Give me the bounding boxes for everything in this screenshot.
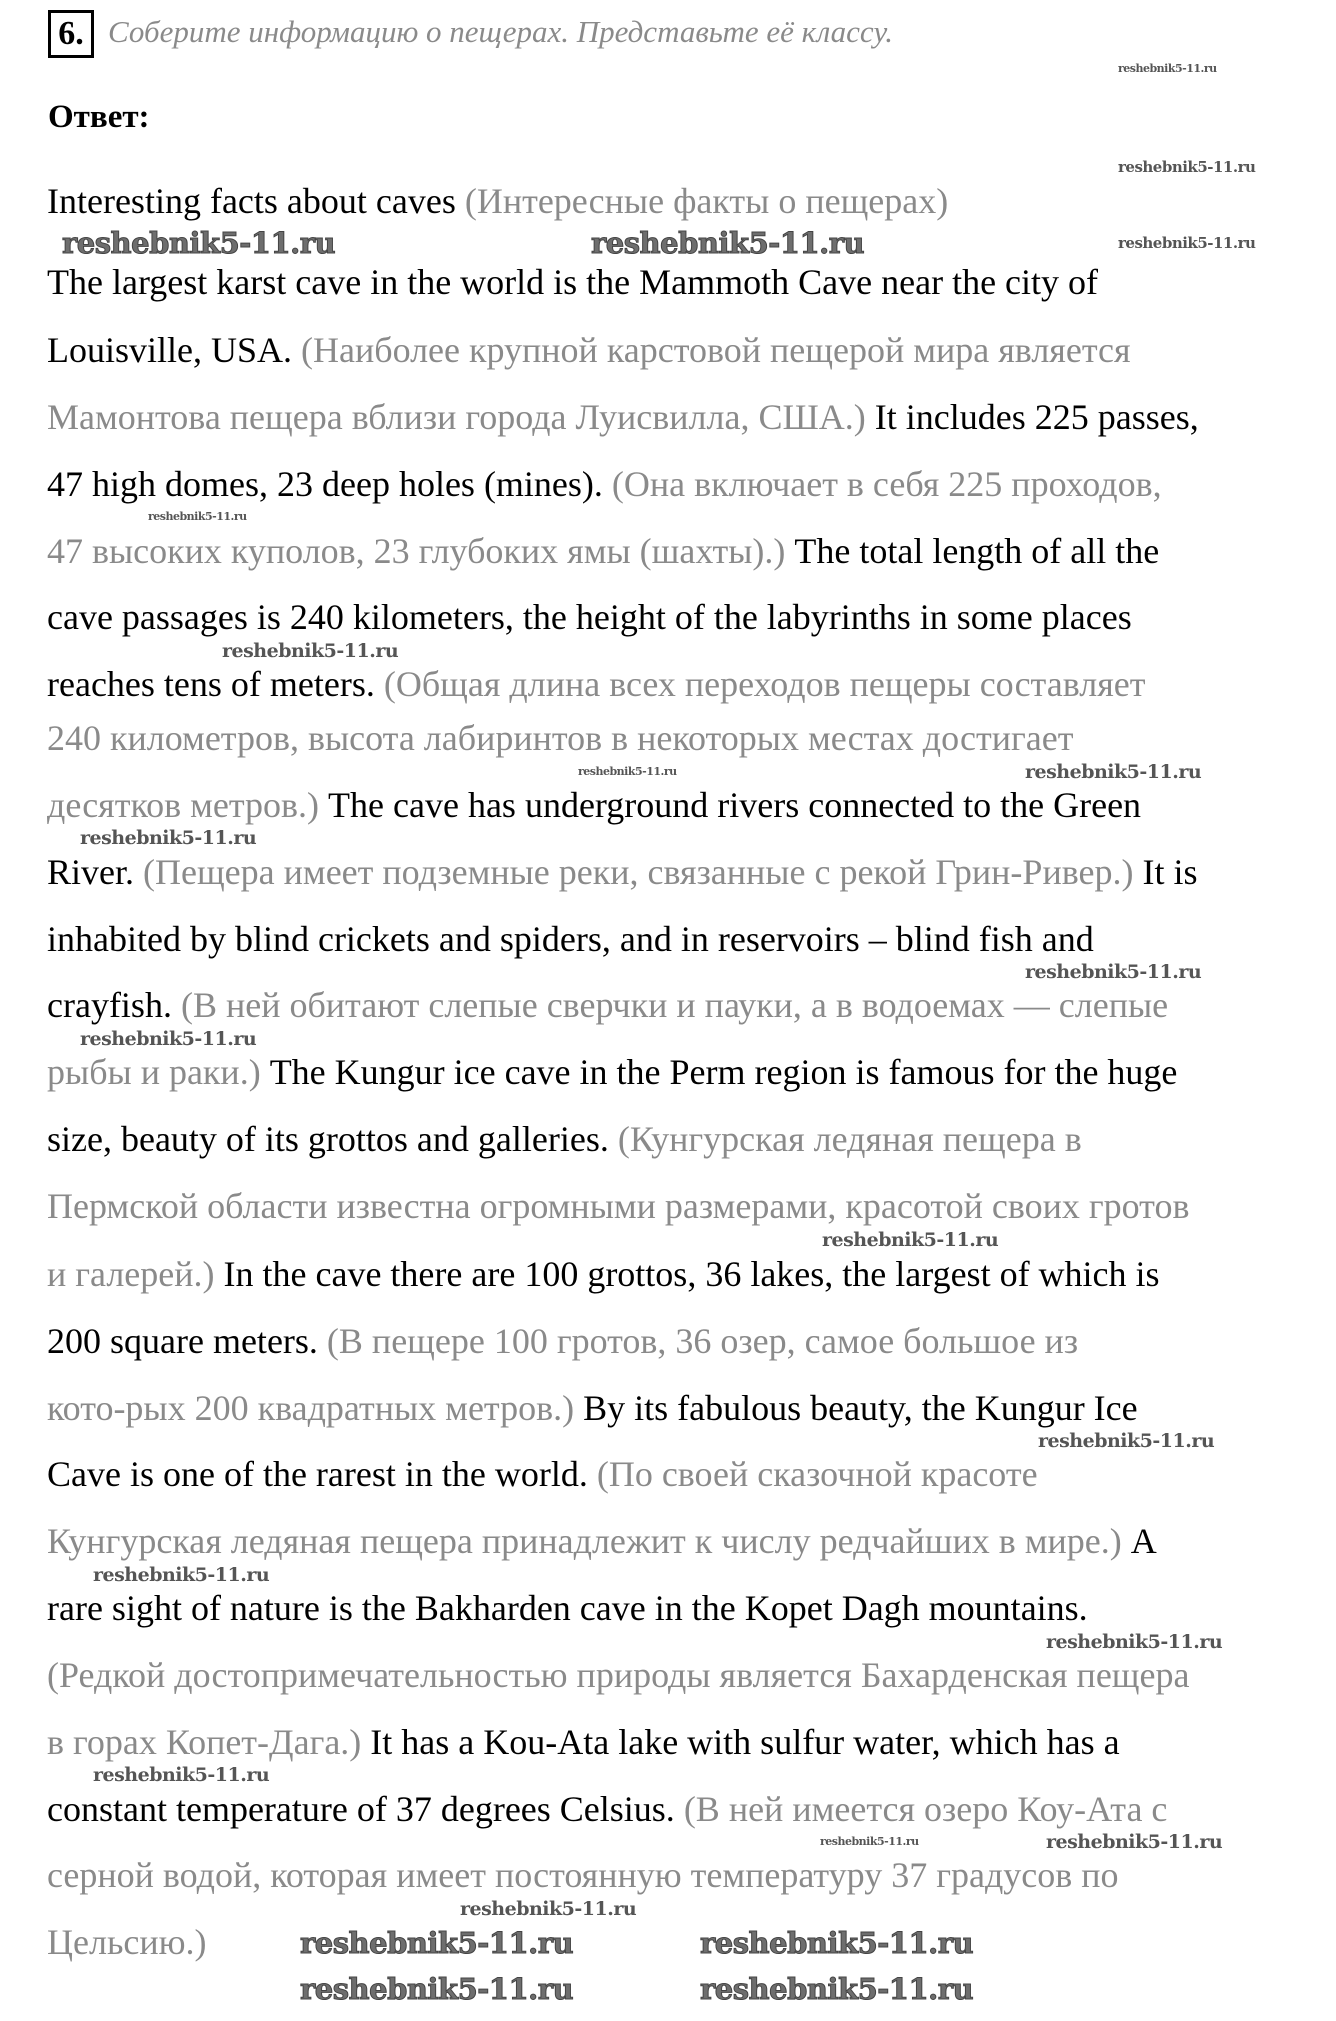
english-text: Louisville, USA.	[47, 330, 302, 371]
text-line	[47, 1519, 1157, 1563]
text-line	[47, 1853, 1119, 1897]
watermark: reshebnik5-11.ru	[80, 1027, 257, 1050]
english-text: 200 square meters.	[47, 1320, 327, 1361]
russian-translation: Кунгурская ледяная пещера принадлежит к числу редчайших в мире.)	[47, 1521, 1131, 1562]
watermark: reshebnik5-11.ru	[820, 1834, 919, 1848]
english-text: rare sight of nature is the Bakharden cave in the Kopet Dagh mountains.	[47, 1588, 1088, 1629]
text-line	[47, 662, 1145, 706]
watermark: reshebnik5-11.ru	[62, 226, 336, 260]
english-text: It is	[1142, 851, 1198, 892]
russian-translation: рыбы и раки.)	[47, 1052, 270, 1093]
task-text: Соберите информацию о пещерах. Представьте её классу.	[108, 14, 894, 49]
english-text: crayfish.	[47, 985, 181, 1026]
text-line	[47, 1452, 1038, 1496]
text-line	[47, 1184, 1189, 1228]
watermark: reshebnik5-11.ru	[80, 827, 257, 850]
russian-translation: Пермской области известна огромными размерами, красотой своих гротов	[47, 1185, 1190, 1226]
watermark: reshebnik5-11.ru	[1118, 62, 1217, 75]
watermark: reshebnik5-11.ru	[1025, 961, 1202, 984]
text-line	[47, 716, 1073, 760]
english-text: constant temperature of 37 degrees Celsius.	[47, 1788, 684, 1829]
russian-translation: в горах Копет-Дага.)	[47, 1721, 371, 1762]
text-line	[47, 328, 1131, 372]
english-text: The cave has underground rivers connected to the Green	[328, 784, 1142, 825]
russian-translation: десятков метров.)	[47, 784, 329, 825]
watermark: reshebnik5-11.ru	[1046, 1830, 1223, 1853]
russian-translation: 47 высоких куполов, 23 глубоких ямы (шахты).)	[47, 530, 795, 571]
text-line	[47, 260, 1098, 304]
english-text: By its fabulous beauty, the Kungur Ice	[583, 1387, 1138, 1428]
text-line	[47, 1252, 1160, 1296]
english-text: Cave is one of the rarest in the world.	[47, 1454, 597, 1495]
text-line	[47, 395, 1199, 439]
text-line	[47, 179, 948, 223]
text-line	[47, 1386, 1138, 1430]
text-line	[47, 1920, 207, 1964]
watermark: reshebnik5-11.ru	[93, 1764, 270, 1787]
russian-translation: (Она включает в себя 225 проходов,	[611, 463, 1162, 504]
text-line	[47, 529, 1159, 573]
text-line	[47, 595, 1132, 639]
english-text: inhabited by blind crickets and spiders, and in reservoirs – blind fish and	[47, 918, 1094, 959]
text-line	[47, 1586, 1088, 1630]
english-text: The total length of all the	[794, 530, 1160, 571]
english-text: A	[1130, 1521, 1157, 1562]
watermark: reshebnik5-11.ru	[1046, 1630, 1223, 1653]
russian-translation: 240 километров, высота лабиринтов в некоторых местах достигает	[47, 718, 1074, 759]
russian-translation: (Кунгурская ледяная пещера в	[617, 1119, 1082, 1160]
english-text: In the cave there are 100 grottos, 36 lakes, the largest of which is	[223, 1254, 1160, 1294]
task-number: 6.	[48, 10, 94, 58]
english-text: size, beauty of its grottos and galleries.	[47, 1119, 618, 1160]
watermark: reshebnik5-11.ru	[222, 639, 399, 662]
russian-translation: (Редкой достопримечательностью природы является Бахарденская пещера	[47, 1654, 1190, 1695]
text-line	[47, 1653, 1189, 1697]
watermark: reshebnik5-11.ru	[148, 510, 247, 524]
watermark: reshebnik5-11.ru	[93, 1563, 270, 1586]
russian-translation: (Интересные факты о пещерах)	[464, 181, 949, 222]
russian-translation: Цельсию.)	[47, 1922, 207, 1963]
watermark: reshebnik5-11.ru	[1118, 158, 1256, 176]
english-text: reaches tens of meters.	[47, 664, 384, 705]
watermark: reshebnik5-11.ru	[700, 1926, 974, 1960]
text-line	[47, 462, 1162, 506]
text-line	[47, 1050, 1177, 1094]
answer-label: Ответ:	[48, 99, 150, 135]
russian-translation: (Наиболее крупной карстовой пещерой мира является	[301, 330, 1131, 371]
text-line	[47, 1720, 1120, 1764]
watermark: reshebnik5-11.ru	[300, 1926, 574, 1960]
watermark: reshebnik5-11.ru	[591, 226, 865, 260]
text-line	[47, 1117, 1082, 1161]
watermark: reshebnik5-11.ru	[578, 764, 677, 778]
english-text: 47 high domes, 23 deep holes (mines).	[47, 463, 612, 504]
english-text: The largest karst cave in the world is the Mammoth Cave near the city of	[47, 261, 1099, 302]
watermark: reshebnik5-11.ru	[460, 1897, 637, 1920]
text-line	[47, 1319, 1078, 1363]
english-text: Interesting facts about caves	[47, 181, 465, 222]
russian-translation: (В ней обитают слепые сверчки и пауки, а в водоемах — слепые	[180, 985, 1169, 1026]
watermark: reshebnik5-11.ru	[300, 1972, 574, 2006]
english-text: cave passages is 240 kilometers, the height of the labyrinths in some places	[47, 597, 1132, 638]
text-line	[47, 783, 1141, 827]
english-text: River.	[47, 851, 143, 892]
watermark: reshebnik5-11.ru	[700, 1972, 974, 2006]
watermark: reshebnik5-11.ru	[1025, 760, 1202, 783]
text-line	[47, 1787, 1167, 1831]
text-line	[47, 917, 1094, 961]
watermark: reshebnik5-11.ru	[1118, 234, 1256, 252]
russian-translation: кото-рых 200 квадратных метров.)	[47, 1387, 584, 1428]
english-text: The Kungur ice cave in the Perm region is famous for the huge	[269, 1052, 1178, 1093]
watermark: reshebnik5-11.ru	[822, 1228, 999, 1251]
russian-translation: (В ней имеется озеро Коу-Ата с	[683, 1788, 1168, 1829]
russian-translation: и галерей.)	[47, 1254, 224, 1294]
russian-translation: (Пещера имеет подземные реки, связанные с рекой Грин-Ривер.)	[143, 851, 1143, 892]
text-line	[47, 850, 1197, 894]
text-line	[47, 983, 1168, 1027]
watermark: reshebnik5-11.ru	[1038, 1430, 1215, 1453]
russian-translation: (Общая длина всех переходов пещеры составляет	[383, 664, 1146, 705]
russian-translation: (В пещере 100 гротов, 36 озер, самое большое из	[326, 1320, 1079, 1361]
russian-translation: (По своей сказочной красоте	[596, 1454, 1038, 1495]
english-text: It has a Kou-Ata lake with sulfur water, which has a	[370, 1721, 1120, 1762]
russian-translation: серной водой, которая имеет постоянную температуру 37 градусов по	[47, 1855, 1119, 1896]
russian-translation: Мамонтова пещера вблизи города Луисвилла, США.)	[47, 396, 875, 437]
english-text: It includes 225 passes,	[874, 396, 1199, 437]
